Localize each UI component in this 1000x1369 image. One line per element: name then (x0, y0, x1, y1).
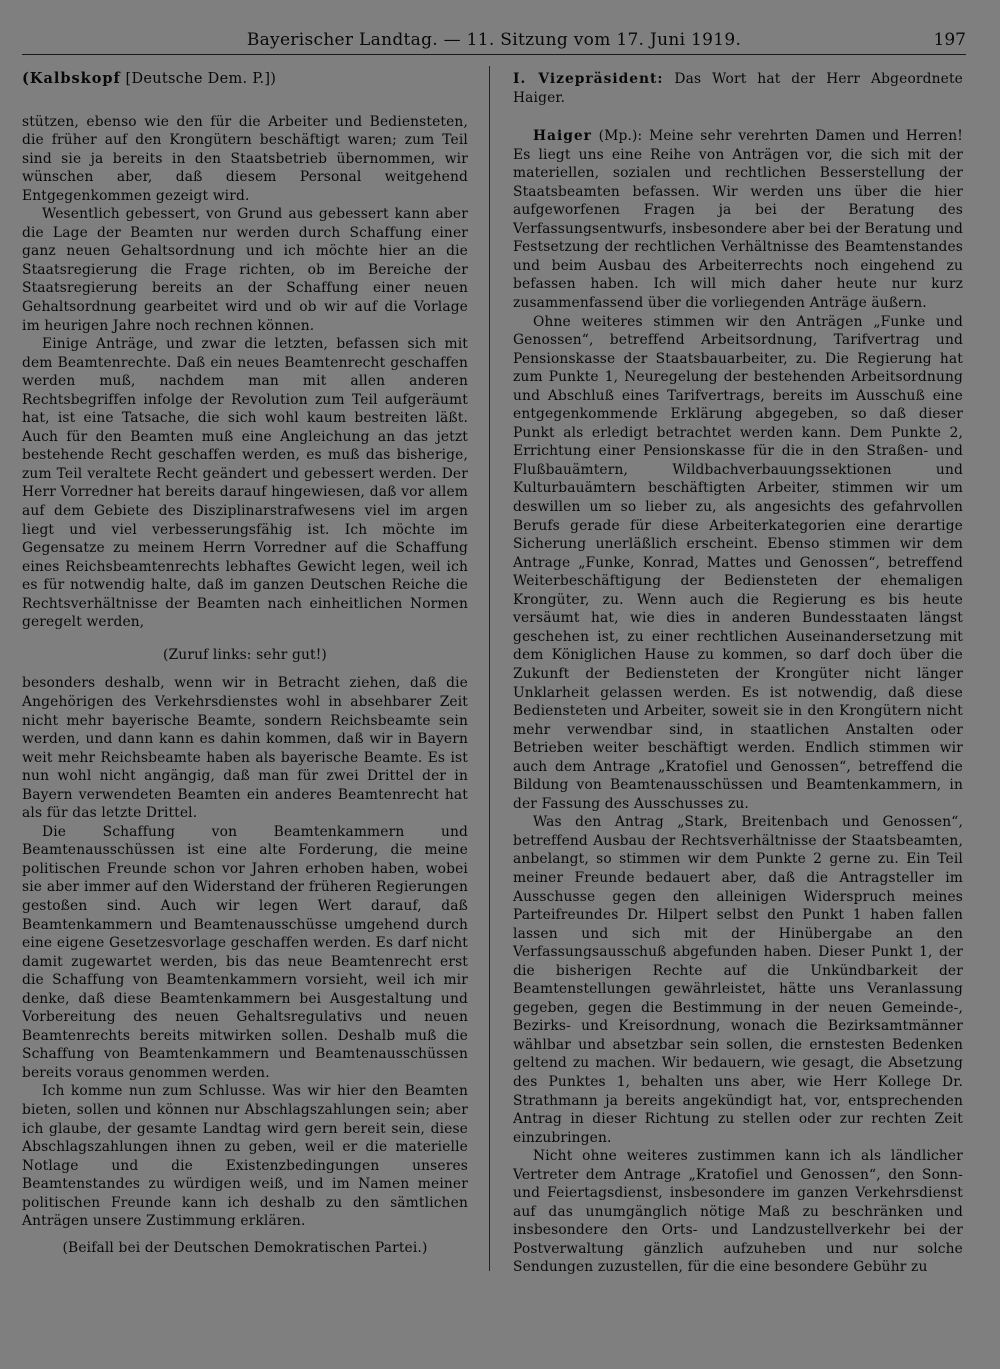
paragraph: Wesentlich gebessert, von Grund aus gebessert kann aber die Lage der Beamten nur werden durch Schaffung einer ganz neuen Gehaltsordnung und ich möchte hier an die Staatsregierung die Frage richten, ob im Bereiche der Staatsregierung bereits an der Schaffung einer neuen Gehaltsordnung gearbeitet wird und ob wir auf die Vorlage im heurigen Jahre noch rechnen können. (22, 206, 468, 334)
left-speaker-name: (Kalbskopf (22, 70, 121, 87)
paragraph: stützen, ebenso wie den für die Arbeiter und Bediensteten, die früher auf den Krongütern beschäftigt waren; zum Teil sind sie ja bereits in den Staatsbetrieb übernommen, wir wünschen aber, daß diesem Personal weitgehend Entgegenkommen gezeigt wird. (22, 113, 468, 204)
right-column (513, 70, 963, 1277)
column-divider (489, 66, 490, 1271)
chair-statement (513, 70, 963, 107)
paragraph: Die Schaffung von Beamtenkammern und Beamtenausschüssen ist eine alte Forderung, die meine politischen Freunde schon vor Jahren erhoben haben, wobei sie aber immer auf den Widerstand der früheren Regierungen gestoßen sind. Auch wir legen Wert darauf, daß Beamtenkammern und Beamtenausschüsse umgehend durch eine eigene Gesetzesvorlage geschaffen werden. Es darf nicht damit zugewartet werden, bis das neue Beamtenrecht erst die Schaffung von Beamtenkammern vorsieht, weil ich mir denke, daß diese Beamtenkammern bei Ausgestaltung und Vorbereitung des neuen Gehaltsregulativs und neuen Beamtenrechts bereits mitwirken sollen. Deshalb muß die Schaffung von Beamtenkammern und Beamtenausschüssen bereits voraus genommen werden. (22, 823, 468, 1081)
paragraph: Was den Antrag „Stark, Breitenbach und Genossen“, betreffend Ausbau der Rechtsverhältnisse der Staatsbeamten, anbelangt, so stimmen wir dem Punkte 2 gerne zu. Ein Teil meiner Freunde bedauert aber, daß die Antragsteller im Ausschusse gegen den alleinigen Widerspruch meines Parteifreundes Dr. Hilpert selbst den Punkt 1 haben fallen lassen und sich mit der Hinübergabe an den Verfassungsausschuß abgefunden haben. Dieser Punkt 1, der die bisherigen Rechte auf die Unkündbarkeit der Beamtenstellungen gewährleistet, hätte uns Veranlassung gegeben, gegen die Bestimmung in der neuen Gemeinde-, Bezirks- und Kreisordnung, wonach die Bezirksamtmänner wählbar und absetzbar sein sollen, die ernstesten Bedenken geltend zu machen. Wir bedauern, wie gesagt, die Absetzung des Punktes 1, behalten uns aber, wie Herr Kollege Dr. Strathmann ja bereits angekündigt hat, vor, entsprechenden Antrag in dieser Richtung zu stellen oder zur rechten Zeit einzubringen. (513, 814, 963, 1146)
right-speaker-name: Haiger (533, 128, 592, 145)
left-speaker-heading (22, 70, 468, 89)
chair-text: Das Wort hat der Herr Abgeordnete Haiger. (513, 71, 963, 106)
paragraph: besonders deshalb, wenn wir in Betracht ziehen, daß die Angehörigen des Verkehrsdienstes wohl in absehbarer Zeit nicht mehr bayerische Beamte, sondern Reichsbeamte sein werden, und dann kann es dahin kommen, daß wir in Bayern weit mehr Reichsbeamte haben als bayerische Beamte. Es ist nun wohl nicht angängig, daß man für zwei Drittel der in Bayern verwendeten Beamten ein anderes Beamtenrecht hat als für das letzte Drittel. (22, 675, 468, 822)
header-title: Bayerischer Landtag. — 11. Sitzung vom 17. Juni 1919. (246, 30, 742, 50)
paragraph: Einige Anträge, und zwar die letzten, befassen sich mit dem Beamtenrechte. Daß ein neues Beamtenrecht geschaffen werden muß, nachdem man mit allen anderen Rechtsbegriffen infolge der Revolution zum Teil aufgeräumt hat, ist eine Tatsache, die sich wohl kaum bestreiten läßt. Auch für den Beamten muß eine Angleichung an das jetzt bestehende Recht geschaffen werden, es muß das bisherige, zum Teil veraltete Recht geändert und gebessert werden. Der Herr Vorredner hat bereits darauf hingewiesen, daß vor allem auf dem Gebiete des Disziplinarstrafwesens viel im argen liegt und viel verbesserungsfähig ist. Ich möchte im Gegensatze zu meinem Herrn Vorredner auf die Schaffung eines Reichsbeamtenrechts lebhaftes Gewicht legen, weil ich es für notwendig halte, daß im ganzen Deutschen Reiche die Rechtsverhältnisse der Beamten nach einheitlichen Normen geregelt werden, (22, 336, 468, 631)
left-column (22, 70, 468, 1257)
right-speaker-party: (Mp.): (598, 128, 643, 145)
interjection: (Zuruf links: sehr gut!) (163, 646, 327, 663)
paragraph: Ich komme nun zum Schlusse. Was wir hier den Beamten bieten, sollen und können nur Abschlagszahlungen sein; aber ich glaube, der gesamte Landtag wird gern bereit sein, diese Abschlagszahlungen ihnen zu geben, weil er die materielle Notlage und die Existenzbedingungen unseres Beamtenstandes zu würdigen weiß, und im Namen meiner politischen Freunde kann ich deshalb zu den sämtlichen Anträgen unsere Zustimmung erklären. (22, 1083, 468, 1230)
chair-speaker-name: I. Vizepräsident: (513, 71, 664, 87)
speaker-paragraph (513, 127, 963, 312)
page-number: 197 (933, 30, 966, 50)
left-speaker-party: [Deutsche Dem. P.]) (125, 71, 277, 87)
running-header (22, 30, 966, 55)
paragraph-text: Meine sehr verehrten Damen und Herren! Es liegt uns eine Reihe von Anträgen vor, die sich mit der materiellen, sozialen und rechtlichen Besserstellung der Staatsbeamten befassen. Wir werden uns über die hier aufgeworfenen Fragen ja bei der Beratung des Verfassungsentwurfs, insbesondere aber bei der Beratung und Festsetzung der rechtlichen Verhältnisse des Beamtenstandes und beim Ausbau des Arbeiterrechts noch eingehend zu befassen haben. Ich will mich daher heute nur kurz zusammenfassend über die vorliegenden Anträge äußern. (513, 128, 963, 312)
paragraph: Nicht ohne weiteres zustimmen kann ich als ländlicher Vertreter dem Antrage „Kratofiel und Genossen“, den Sonn- und Feiertagsdienst, insbesondere im ganzen Verkehrsdienst auf das unumgänglich nötige Maß zu beschränken und insbesondere den Orts- und Landzustellverkehr bei der Postverwaltung gänzlich aufzuheben und nur solche Sendungen zuzustellen, für die eine besondere Gebühr zu (513, 1148, 963, 1276)
applause-note: (Beifall bei der Deutschen Demokratischen Partei.) (62, 1239, 428, 1256)
paragraph: Ohne weiteres stimmen wir den Anträgen „Funke und Genossen“, betreffend Arbeitsordnung, Tarifvertrag und Pensionskasse der Staatsbauarbeiter, zu. Die Regierung hat zum Punkte 1, Neuregelung der bestehenden Arbeitsordnung und Abschluß eines Tarifvertrags, bereits im Ausschuß eine entgegenkommende Erklärung abgegeben, so daß dieser Punkt als erledigt betrachtet werden kann. Dem Punkte 2, Errichtung einer Pensionskasse für die in den Straßen- und Flußbauämtern, Wildbachverbauungssektionen und Kulturbauämtern beschäftigten Arbeiter, stimmen wir um deswillen um so lieber zu, als angesichts des gefahrvollen Berufs gerade für diese Arbeiterkategorien eine derartige Sicherung unerläßlich erscheint. Ebenso stimmen wir dem Antrage „Funke, Konrad, Mattes und Genossen“, betreffend Weiterbeschäftigung der Bediensteten der ehemaligen Krongüter, zu. Wenn auch die Regierung es bis heute versäumt hat, wie dies in anderen Bundesstaaten längst geschehen ist, zu einer rechtlichen Auseinandersetzung mit dem Königlichen Hause zu kommen, so darf doch über die Zukunft der Bediensteten der Krongüter nicht länger Unklarheit gelassen werden. Es ist notwendig, daß diese Bediensteten und Arbeiter, soweit sie in den Krongütern nicht mehr verwendbar sind, in staatlichen Anstalten oder Betrieben weiter beschäftigt werden. Endlich stimmen wir auch dem Antrage „Kratofiel und Genossen“, betreffend die Bildung von Beamtenausschüssen und Beamtenkammern, in der Fassung des Ausschusses zu. (513, 313, 963, 812)
